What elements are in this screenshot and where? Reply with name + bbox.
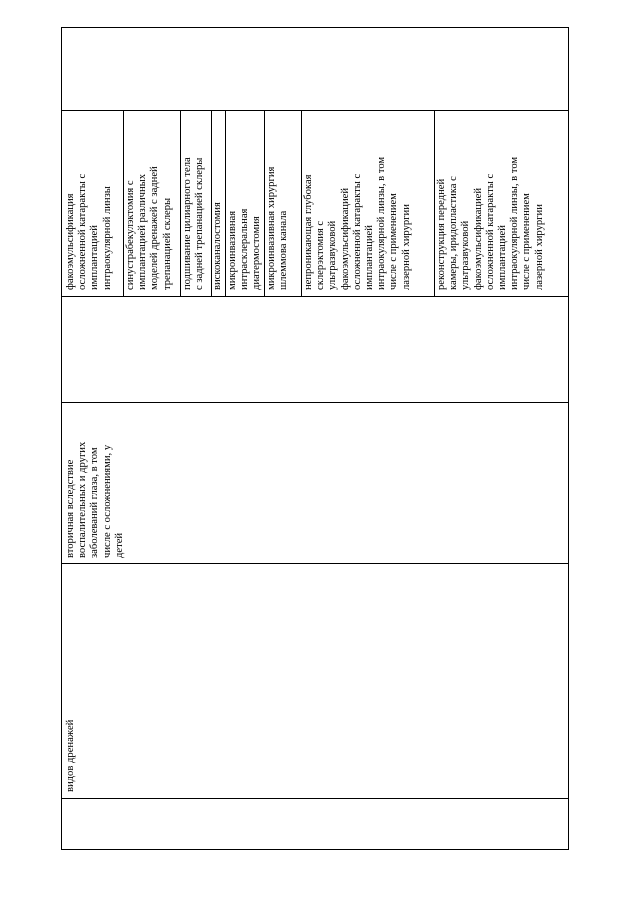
column-divider [61, 110, 569, 111]
row-divider [180, 110, 181, 296]
column-divider [61, 563, 569, 564]
method-viscocanalostomy: вискоканалостомия [212, 202, 223, 290]
method-schlemm-canal: микроинвазивная хирургия шлеммова канала [266, 166, 290, 290]
column-divider [61, 296, 569, 297]
method-reconstruction: реконструкция передней камеры, иридопластика с ультразвуковой факоэмульсификацией осложненной катаракты с имплантацией интраокулярной линзы, в том числе с применением лазерной хирургии [436, 156, 545, 290]
method-ciliary-body: подшивание цилиарного тела с задней трепанацией склеры [182, 157, 206, 290]
method-sclerectomy: непроникающая глубокая склерэктомия с ультразвуковой факоэмульсификацией осложненной катаракты с имплантацией интраокулярной линзы, в том числе с применением лазерной хирургии [303, 156, 412, 290]
row-divider [264, 110, 265, 296]
column-divider [61, 798, 569, 799]
row-divider [434, 110, 435, 296]
method-sinustrabeculectomy: синустрабекулэктомия с имплантацией различных моделей дренажей с задней трепанацией склеры [125, 166, 173, 290]
diagnosis-cell: вторичная вследствие воспалительных и других заболеваний глаза, в том числе с осложнениями, у детей [65, 441, 125, 558]
row-divider [123, 110, 124, 296]
row-divider [225, 110, 226, 296]
table-frame [61, 27, 569, 850]
column-divider [61, 402, 569, 403]
drain-cell-text: видов дренажей [65, 719, 76, 792]
method-diathermostomy: микроинвазивная интрасклеральная диатермостомия [227, 208, 263, 290]
method-phaco: факоэмульсификация осложненной катаракты с имплантацией интраокулярной линзы [65, 173, 113, 290]
row-divider [301, 110, 302, 296]
